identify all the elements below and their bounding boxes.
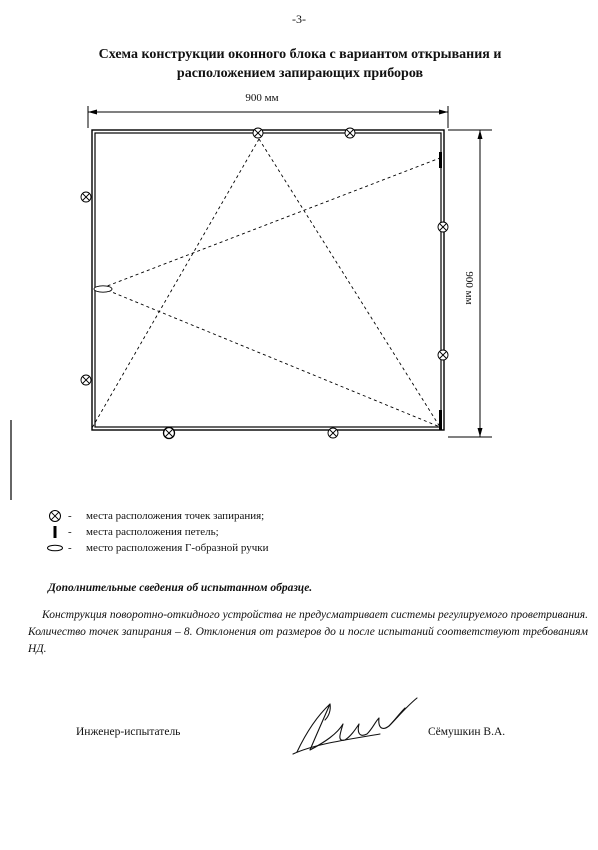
window-frame xyxy=(92,130,444,430)
lock-points xyxy=(81,128,448,439)
legend xyxy=(42,508,269,556)
legend-dash: - xyxy=(68,526,72,538)
page-number: -3- xyxy=(292,12,306,26)
lock-point xyxy=(438,222,448,232)
lock-point xyxy=(253,128,263,138)
info-body: Конструкция поворотно-откидного устройства не предусматривает системы регулируемого проветривания. Количество точек запирания – 8. Отклонения от размеров до и после испытаний соответствуют требованиям НД. xyxy=(28,609,588,655)
lock-point xyxy=(328,428,338,438)
height-dimension xyxy=(448,130,492,437)
lock-point xyxy=(81,192,91,202)
engineer-label: Инженер-испытатель xyxy=(76,726,181,738)
handle-mark xyxy=(94,286,112,292)
lock-point-icon xyxy=(42,509,68,523)
lock-point xyxy=(345,128,355,138)
title-line-1: Схема конструкции оконного блока с вариантом открывания и xyxy=(98,47,502,62)
width-dimension xyxy=(88,92,448,128)
legend-item-hinges xyxy=(42,524,269,540)
handle-icon xyxy=(42,543,68,553)
legend-label: места расположения точек запирания; xyxy=(86,510,265,522)
legend-dash: - xyxy=(68,510,72,522)
handwritten-signature xyxy=(285,690,425,765)
opening-lines xyxy=(92,139,440,428)
width-label: 900 мм xyxy=(245,92,279,104)
title-line-2: расположением запирающих приборов xyxy=(176,66,424,81)
hinge-mark xyxy=(439,152,442,168)
lock-point xyxy=(81,375,91,385)
legend-label: места расположения петель; xyxy=(86,526,219,538)
legend-item-handle xyxy=(42,540,269,556)
legend-dash: - xyxy=(68,542,72,554)
info-title: Дополнительные сведения об испытанном образце. xyxy=(48,582,313,594)
height-label: 900 мм xyxy=(463,271,475,305)
legend-label: место расположения Г-образной ручки xyxy=(86,542,269,554)
engineer-name: Сёмушкин В.А. xyxy=(428,726,506,738)
hinge-icon xyxy=(42,525,68,539)
legend-item-lock-points xyxy=(42,508,269,524)
lock-point xyxy=(438,350,448,360)
hinge-mark xyxy=(439,410,442,430)
lock-point xyxy=(164,428,175,439)
